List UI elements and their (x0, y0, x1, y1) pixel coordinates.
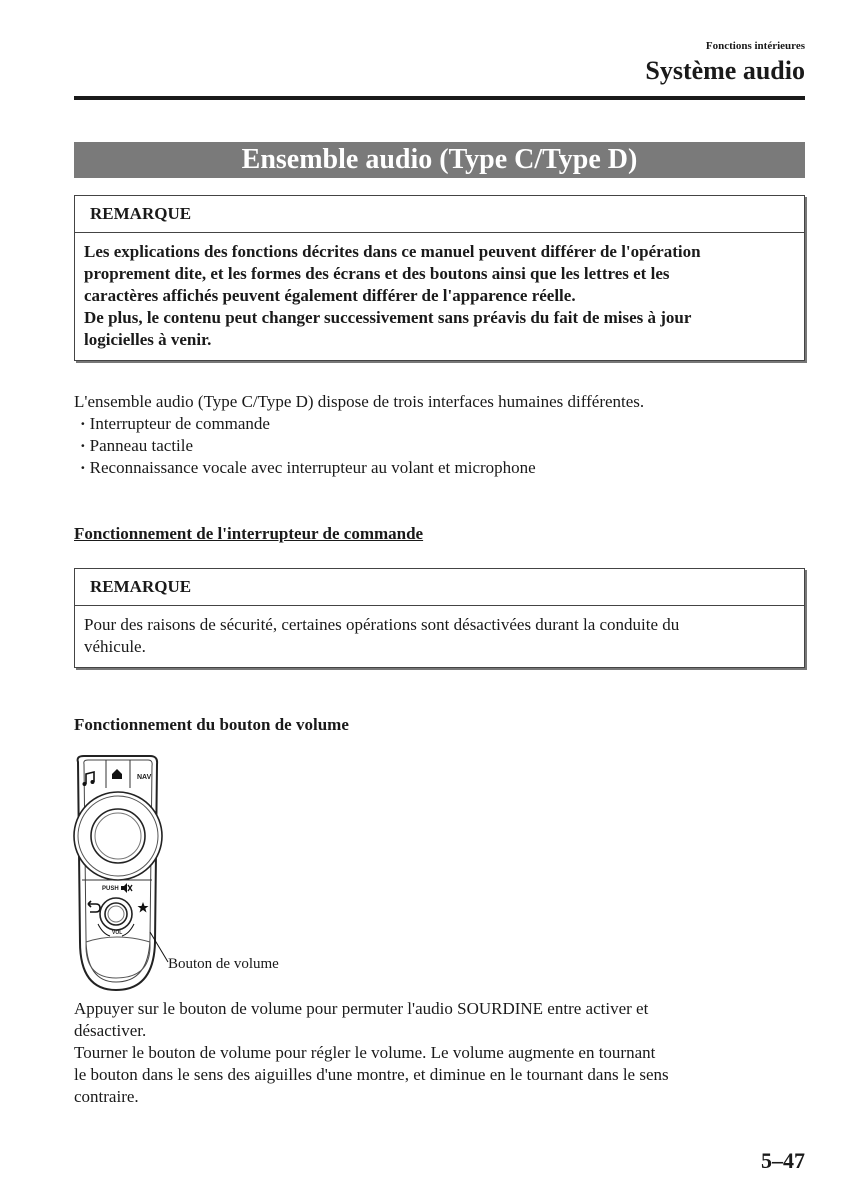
note-body (75, 233, 804, 360)
nav-label: NAV (137, 774, 152, 781)
volume-description (74, 998, 814, 1108)
note-line: De plus, le contenu peut changer successivement sans préavis du fait de mises à jour (84, 308, 692, 327)
body-line: contraire. (74, 1087, 139, 1106)
bullet-item: · Reconnaissance vocale avec interrupteur au volant et microphone (74, 457, 814, 479)
intro-text: L'ensemble audio (Type C/Type D) dispose de trois interfaces humaines différentes. (74, 392, 645, 411)
bullet-item: · Interrupteur de commande (74, 413, 814, 435)
body-line: le bouton dans le sens des aiguilles d'une montre, et diminue en le tournant dans le sens (74, 1065, 669, 1084)
header-rule (74, 96, 805, 100)
body-line: Appuyer sur le bouton de volume pour permuter l'audio SOURDINE entre activer et (74, 999, 649, 1018)
vol-label: VOL (112, 930, 123, 936)
intro-paragraph (74, 391, 814, 479)
note-box-1 (74, 195, 805, 361)
note-line: logicielles à venir. (84, 330, 212, 349)
chapter-banner: Ensemble audio (Type C/Type D) (74, 142, 805, 178)
note-line: caractères affichés peuvent également différer de l'apparence réelle. (84, 286, 576, 305)
dial-knob (91, 809, 145, 863)
note-heading: REMARQUE (75, 569, 804, 606)
note-line: Pour des raisons de sécurité, certaines opérations sont désactivées durant la conduite du (84, 615, 680, 634)
note-line: Les explications des fonctions décrites dans ce manuel peuvent différer de l'opération (84, 242, 701, 261)
note-heading: REMARQUE (75, 196, 804, 233)
figure-callout-label: Bouton de volume (168, 956, 279, 972)
note-line: proprement dite, et les formes des écrans et des boutons ainsi que les lettres et les (84, 264, 670, 283)
section-heading: Fonctionnement de l'interrupteur de commande (74, 524, 424, 543)
bullet-item: · Panneau tactile (74, 435, 814, 457)
note-line: véhicule. (84, 637, 146, 656)
note-box-2 (74, 568, 805, 668)
sub-heading: Fonctionnement du bouton de volume (74, 715, 349, 734)
section-title: Système audio (645, 56, 805, 85)
note-body (75, 606, 804, 667)
body-line: désactiver. (74, 1021, 147, 1040)
page-number: 5–47 (761, 1148, 805, 1173)
push-label: PUSH (102, 886, 119, 892)
section-label: Fonctions intérieures (705, 40, 805, 52)
body-line: Tourner le bouton de volume pour régler le volume. Le volume augmente en tournant (74, 1043, 656, 1062)
